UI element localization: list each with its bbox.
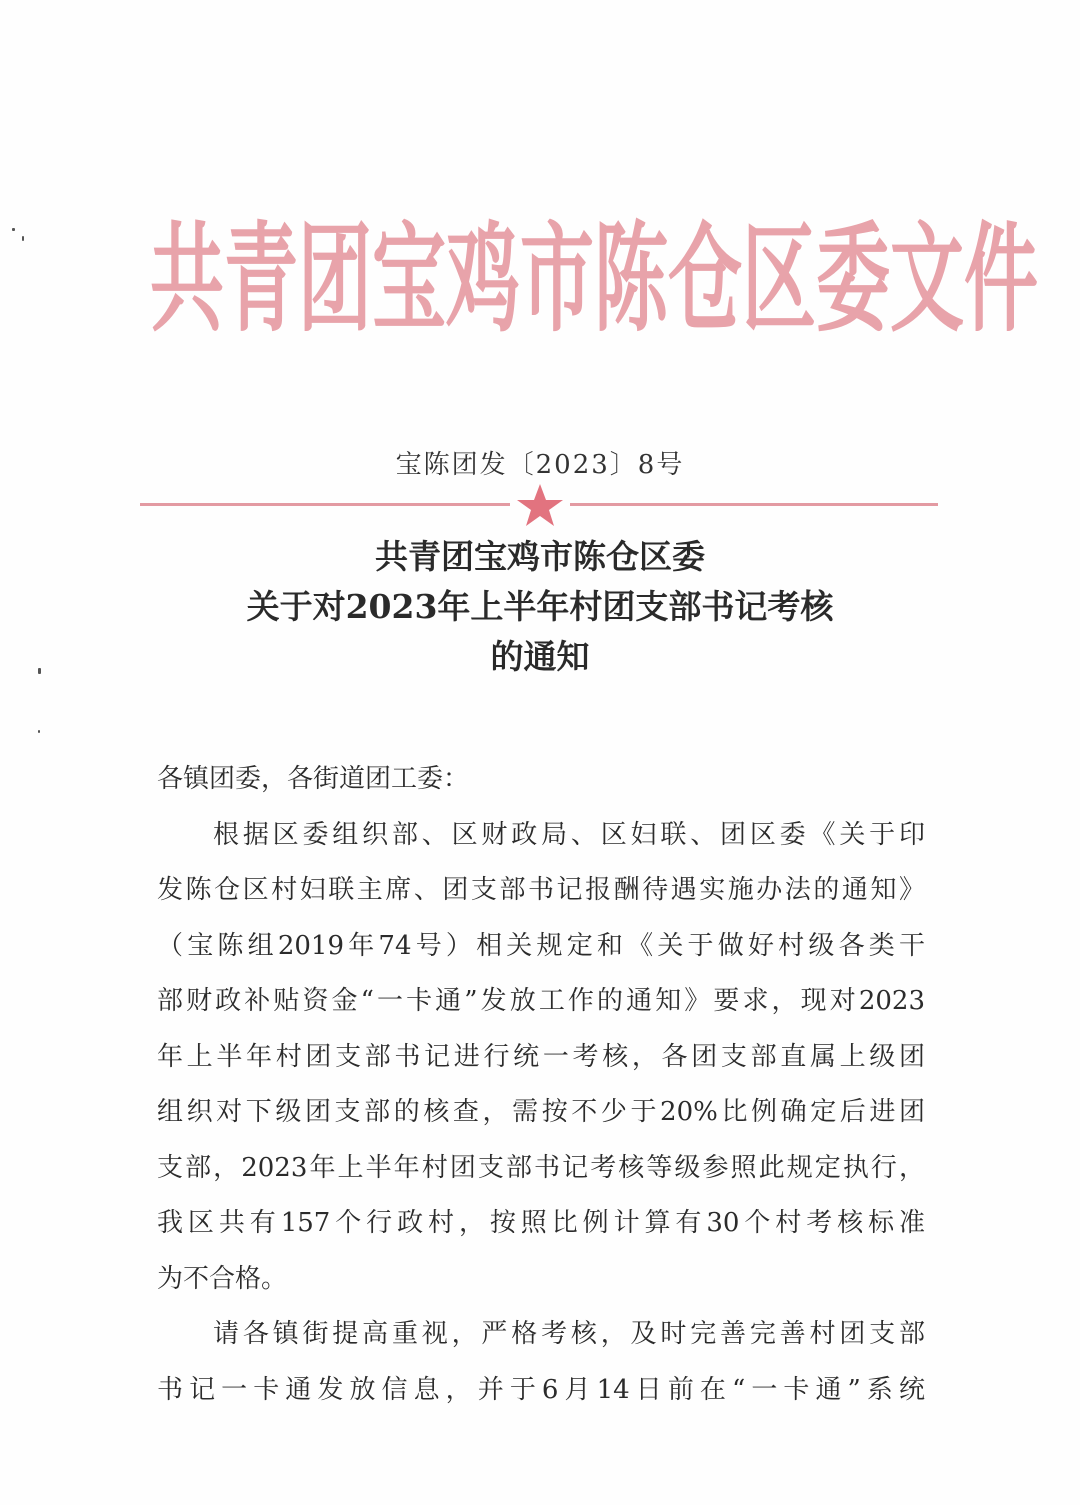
paragraph-1-line: 为不合格。 — [157, 1263, 288, 1294]
paragraph-1-line: 组织对下级团支部的核查，需按不少于20%比例确定后进团 — [157, 1097, 925, 1127]
masthead-char: 市 — [520, 211, 594, 349]
paragraph-1-line: 发陈仓区村妇联主席、团支部书记报酬待遇实施办法的通知》 — [157, 875, 925, 905]
masthead-char: 委 — [816, 211, 890, 349]
paragraph-1-line: 年上半年村团支部书记进行统一考核，各团支部直属上级团 — [157, 1041, 925, 1072]
document-title — [0, 532, 1080, 682]
paragraph-1-line: 部财政补贴资金“一卡通”发放工作的通知》要求，现对2023 — [157, 986, 925, 1016]
title-line: 的通知 — [490, 637, 590, 676]
divider-rule-left — [140, 503, 510, 506]
masthead-char: 团 — [298, 211, 372, 349]
paragraph-1-line: （宝陈组2019年74号）相关规定和《关于做好村级各类干 — [157, 930, 925, 961]
paragraph-1-line: 根据区委组织部、区财政局、区妇联、团区委《关于印 — [213, 819, 925, 850]
masthead-char: 文 — [890, 211, 964, 349]
document-masthead — [150, 200, 1038, 360]
title-line: 共青团宝鸡市陈仓区委 — [375, 537, 705, 576]
salutation: 各镇团委，各街道团工委： — [157, 764, 470, 794]
paragraph-2-line: 请各镇街提高重视，严格考核，及时完善完善村团支部 — [213, 1319, 925, 1349]
star-icon — [515, 482, 565, 528]
paragraph-1-line: 支部，2023年上半年村团支部书记考核等级参照此规定执行， — [157, 1152, 925, 1183]
masthead-char: 件 — [964, 211, 1038, 349]
masthead-char: 鸡 — [446, 211, 520, 349]
scan-speck — [12, 228, 15, 231]
masthead-char: 宝 — [372, 211, 446, 349]
masthead-char: 青 — [224, 211, 298, 349]
masthead-char: 仓 — [668, 211, 742, 349]
paragraph-1-line: 我区共有157个行政村，按照比例计算有30个村考核标准 — [157, 1208, 925, 1238]
title-line: 关于对2023年上半年村团支部书记考核 — [246, 587, 834, 626]
masthead-char: 陈 — [594, 211, 668, 349]
scan-speck — [22, 236, 24, 241]
masthead-char: 区 — [742, 211, 816, 349]
paragraph-2-line: 书记一卡通发放信息，并于6月14日前在“一卡通”系统 — [157, 1374, 925, 1405]
document-body — [157, 752, 925, 1418]
divider-rule-right — [570, 503, 938, 506]
masthead-char: 共 — [150, 211, 224, 349]
scan-speck — [38, 730, 40, 733]
document-number: 宝陈团发〔2023〕8号 — [395, 450, 685, 480]
